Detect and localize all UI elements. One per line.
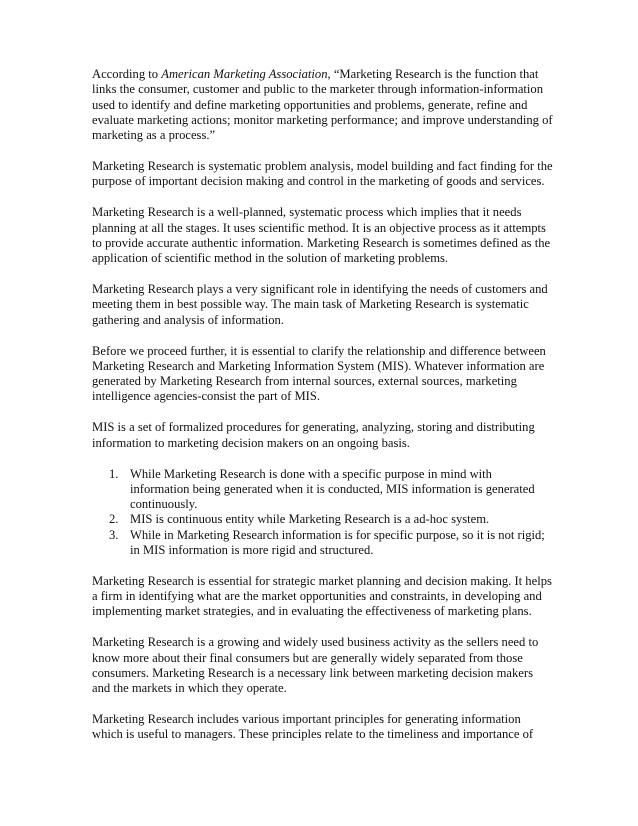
list-item-number: 2. [109, 512, 119, 527]
paragraph-strategic-planning: Marketing Research is essential for strategic market planning and decision making. It helps a firm in identifying what are the market opportunities and constraints, in developing and implementing market strategies, and in evaluating the effectiveness of marketing plans. [92, 573, 552, 619]
paragraph-mis-definition: MIS is a set of formalized procedures for generating, analyzing, storing and distributing information to marketing decision makers on an ongoing basis. [92, 420, 535, 450]
list-item-text: While in Marketing Research information is for specific purpose, so it is not rigid; in MIS information is more rigid and structured. [130, 527, 545, 557]
paragraph-growing-activity: Marketing Research is a growing and widely used business activity as the sellers need to know more about their final consumers but are generally widely separated from those consumers. Marketing Research is a necessary link between marketing decision makers and the markets in which they operate. [92, 635, 539, 696]
list-item-number: 3. [109, 527, 119, 542]
document-page [92, 67, 554, 758]
paragraph-principles: Marketing Research includes various important principles for generating information which is useful to managers. These principles relate to the timeliness and importance of [92, 712, 534, 742]
list-item-number: 1. [109, 466, 119, 481]
paragraph-emphasis: American Marketing Association [161, 67, 328, 81]
paragraph-ama-definition [92, 67, 554, 143]
paragraph-prefix: According to [92, 67, 162, 81]
list-item-text: While Marketing Research is done with a specific purpose in mind with information being generated when it is conducted, MIS information is generated continuously. [130, 466, 535, 512]
paragraph-mis-relationship: Before we proceed further, it is essential to clarify the relationship and difference between Marketing Research and Marketing Information System (MIS). Whatever information are generated by Marketing Research from internal sources, external sources, marketing intelligence agencies-consist the part of MIS. [92, 343, 546, 404]
paragraph-significant-role: Marketing Research plays a very significant role in identifying the needs of customers and meeting them in best possible way. The main task of Marketing Research is systematic gathering and analysis of information. [92, 282, 548, 327]
difference-list [92, 467, 554, 559]
list-item [92, 512, 554, 527]
paragraph-well-planned-process: Marketing Research is a well-planned, systematic process which implies that it needs planning at all the stages. It uses scientific method. It is an objective process as it attempts to provide accurate authentic information. Marketing Research is sometimes defined as the application of scientific method in the solution of marketing problems. [92, 205, 551, 266]
paragraph-systematic-analysis: Marketing Research is systematic problem analysis, model building and fact finding for the purpose of important decision making and control in the marketing of goods and services. [92, 159, 553, 189]
list-item [92, 467, 554, 513]
list-item-text: MIS is continuous entity while Marketing Research is a ad-hoc system. [130, 512, 490, 527]
paragraph-suffix: , “Marketing Research is the function that links the consumer, customer and public to the marketer through information-information used to identify and define marketing opportunities and problems, generate, refine and evaluate marketing actions; monitor marketing performance; and improve understanding of marketing as a process.” [92, 67, 553, 143]
list-item [92, 528, 554, 559]
